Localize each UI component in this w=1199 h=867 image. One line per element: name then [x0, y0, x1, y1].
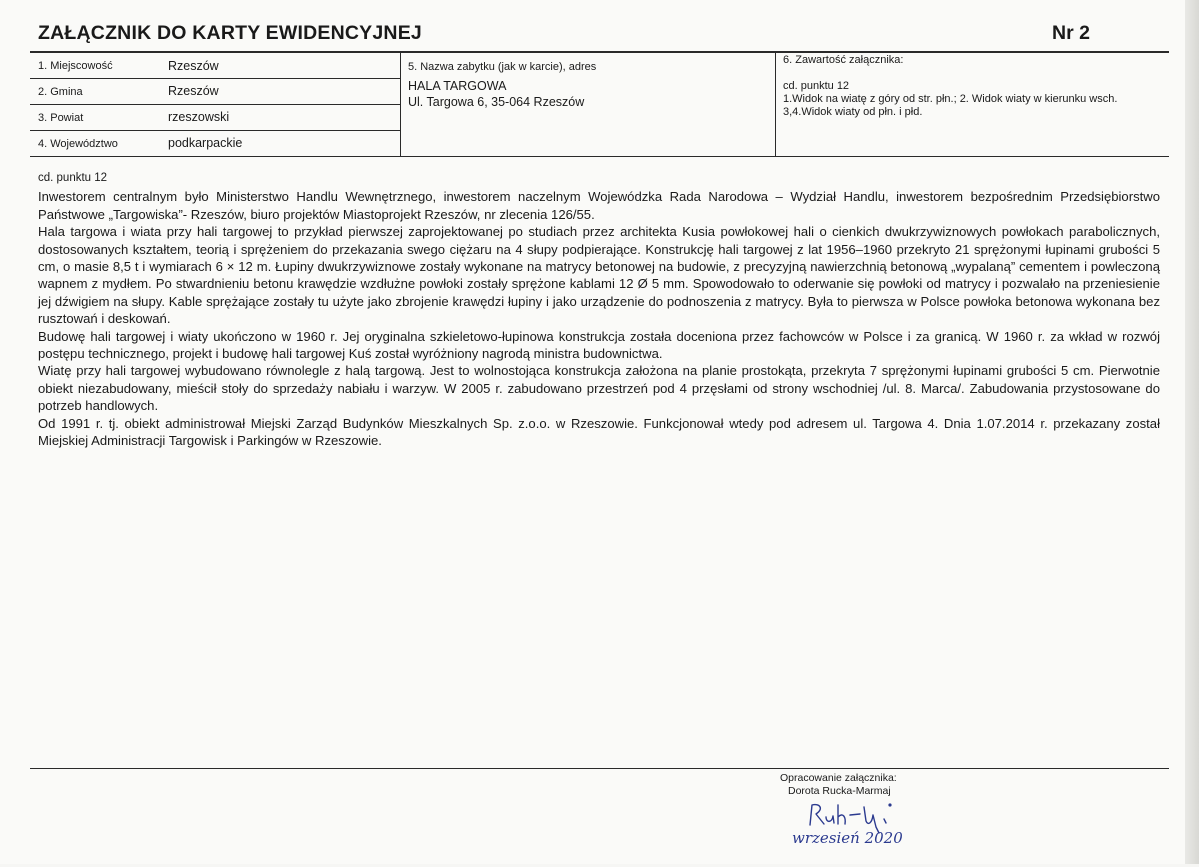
field-value-zawartosc-line3: 3,4.Widok wiaty od płn. i płd. [783, 106, 923, 118]
body-lead: cd. punktu 12 [38, 172, 108, 184]
field-value-wojewodztwo: podkarpackie [168, 136, 243, 150]
footer-label: Opracowanie załącznika: [780, 772, 897, 784]
body-paragraph: Budowę hali targowej i wiaty ukończono w 1960 r. Jej oryginalna szkieletowo-łupinowa konstrukcja została doceniona przez fachowców w Polsce i za granicą. W 1960 r. za wkład w rozwój postępu technicznego, projekt i budowę hali targowej Kuś został wyróżniony nagrodą ministra budownictwa. [38, 328, 1160, 362]
body-paragraph: Hala targowa i wiata przy hali targowej to przykład pierwszej zaprojektowanej po studiach przez architekta Kusia powłokowej hali o cienkich dwukrzywiznowych powłokach parabolicznych, dostosowanych kształtem, teorią i sprężeniem do przekazania swego ciężaru na 4 słupy podpierające. Konstrukcję hali targowej z lat 1956–1960 przekryto 21 sprężonymi łupinami grubości 5 cm, o masie 8,5 t i wymiarach 6 × 12 m. Łupiny dwukrzywiznowe zostały wykonane na matrycy betonowej na budowie, z precyzyjną nawierzchnią betonową „wypalaną” cementem i powleczoną wapnem z mydłem. Po stwardnieniu betonu krawędzie wzdłużne powłoki zostały sprężone kablami 12 Ø 5 mm. Spowodowało to oderwanie się powłoki od matrycy i pozwalało na przeniesienie jej dźwigiem na słupy. Kable sprężające zostały tu użyte jako zbrojenie krawędzi łupiny i jako urządzenie do podnoszenia z matrycy. Była to pierwsza w Polsce powłoka betonowa wykonana bez rusztowań i deskowań. [38, 224, 1160, 327]
field-value-zawartosc-line2: 1.Widok na wiatę z góry od str. płn.; 2. Widok wiaty w kierunku wsch. [783, 93, 1118, 105]
field-label-nazwa: 5. Nazwa zabytku (jak w karcie), adres [408, 61, 597, 73]
field-value-nazwa-line2: Ul. Targowa 6, 35-064 Rzeszów [408, 95, 585, 109]
field-label-wojewodztwo: 4. Województwo [38, 138, 118, 150]
grid-line-col1 [400, 51, 401, 156]
field-value-gmina: Rzeszów [168, 84, 219, 98]
field-label-miejscowosc: 1. Miejscowość [38, 60, 113, 72]
grid-line-top [30, 51, 1169, 53]
field-value-nazwa-line1: HALA TARGOWA [408, 79, 507, 93]
field-value-zawartosc-line1: cd. punktu 12 [783, 80, 850, 92]
footer-author: Dorota Rucka-Marmaj [788, 785, 891, 797]
field-label-gmina: 2. Gmina [38, 86, 83, 98]
grid-line-col2 [775, 51, 776, 156]
grid-line-row1 [30, 78, 400, 79]
document-body [38, 170, 1160, 450]
paper-edge-shadow [1185, 0, 1199, 864]
field-value-miejscowosc: Rzeszów [168, 59, 219, 73]
document-title: ZAŁĄCZNIK DO KARTY EWIDENCYJNEJ [38, 22, 422, 44]
handwritten-date: wrzesień 2020 [792, 829, 903, 847]
grid-line-row2 [30, 104, 400, 105]
field-label-zawartosc: 6. Zawartość załącznika: [783, 54, 904, 66]
body-paragraph: Od 1991 r. tj. obiekt administrował Miejski Zarząd Budynków Mieszkalnych Sp. z.o.o. w Rzeszowie. Funkcjonował wtedy pod adresem ul. Targowa 4. Dnia 1.07.2014 r. przekazany został Miejskiej Administracji Targowisk i Parkingów w Rzeszowie. [38, 415, 1160, 449]
field-label-powiat: 3. Powiat [38, 112, 84, 124]
grid-line-bottom [30, 156, 1169, 157]
footer-divider [30, 768, 1169, 769]
grid-line-row3 [30, 130, 400, 131]
document-number: Nr 2 [1052, 22, 1090, 44]
field-value-powiat: rzeszowski [168, 110, 230, 124]
body-paragraph: Wiatę przy hali targowej wybudowano równolegle z halą targową. Jest to wolnostojąca konstrukcja założona na planie prostokąta, przekryta 7 sprężonymi łupinami grubości 5 cm. Pierwotnie obiekt niezabudowany, mieścił stoły do sprzedaży nabiału i warzyw. W 2005 r. zabudowano przestrzeń pod 4 przęsłami od strony wschodniej /ul. 8. Marca/. Zabudowania przystosowane do potrzeb handlowych. [38, 363, 1160, 414]
body-paragraph: Inwestorem centralnym było Ministerstwo Handlu Wewnętrznego, inwestorem naczelnym Wojewódzka Rada Narodowa – Wydział Handlu, inwestorem bezpośrednim Przedsiębiorstwo Państwowe „Targowiska”- Rzeszów, biuro projektów Miastoprojekt Rzeszów, nr zlecenia 126/55. [38, 189, 1160, 222]
